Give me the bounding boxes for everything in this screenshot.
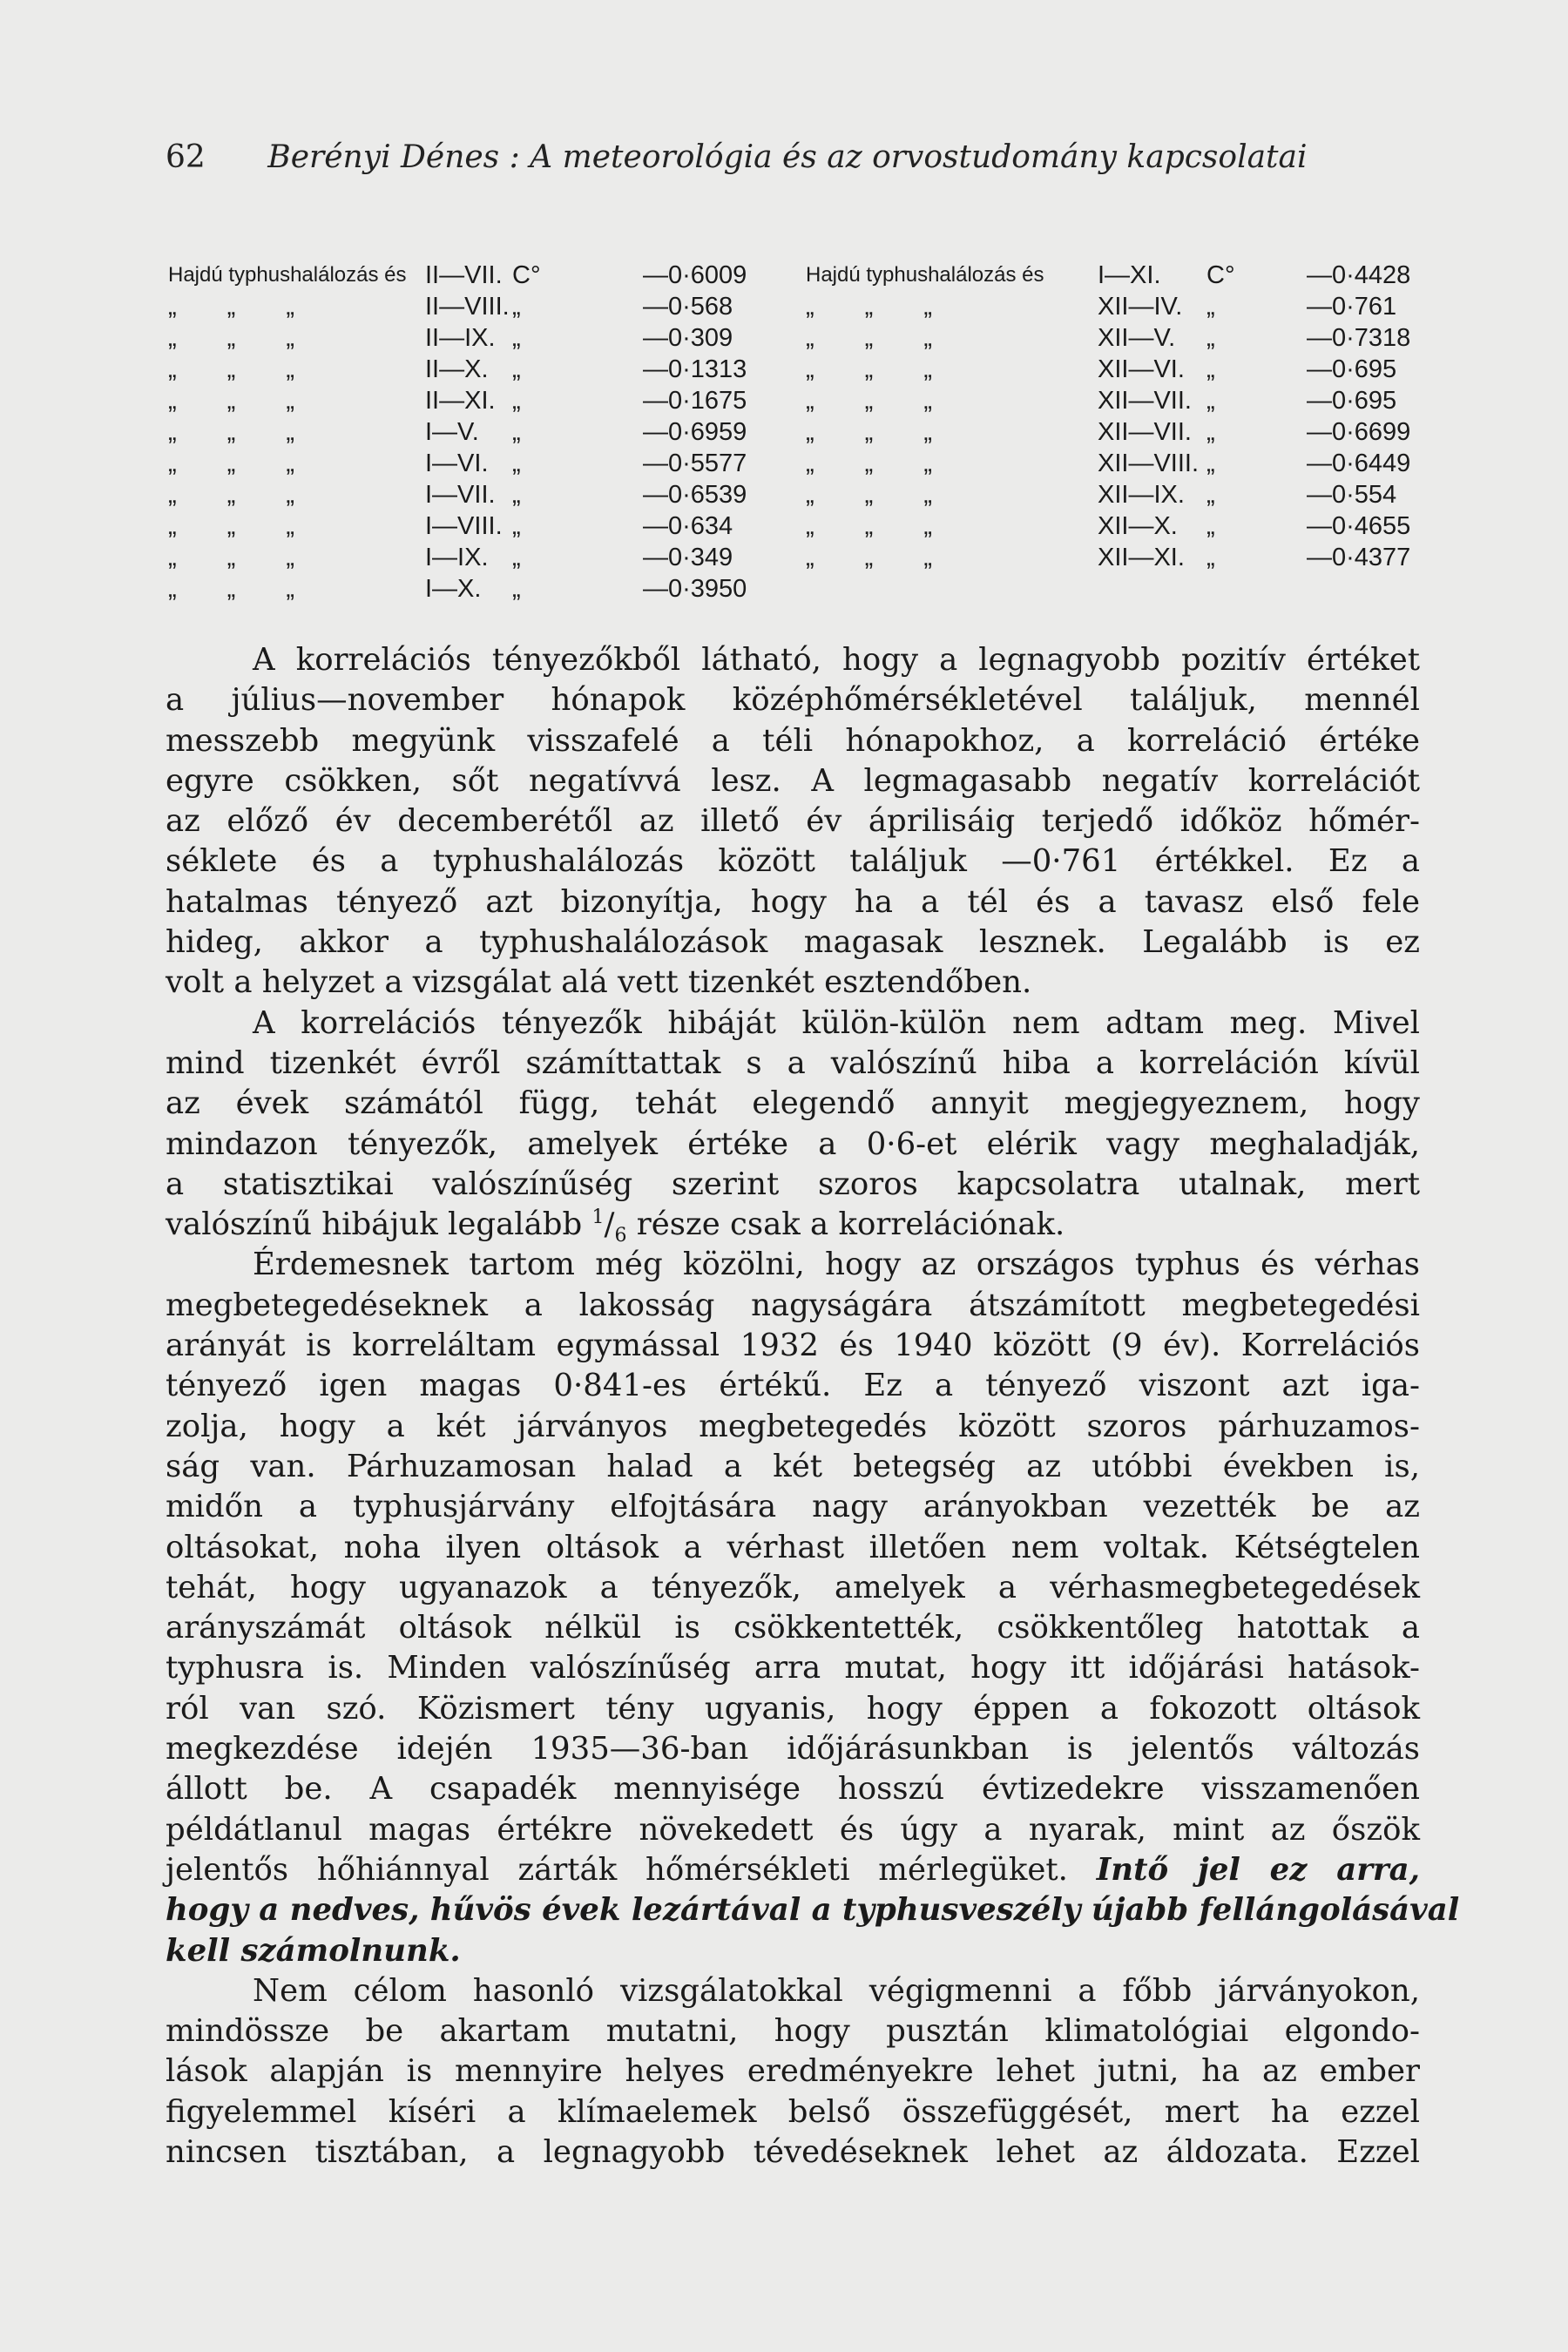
ditto-mark: „: [1206, 449, 1215, 477]
row-period: II—VII.: [425, 261, 503, 289]
table-row: [168, 510, 817, 542]
text-line-mixed: [166, 1850, 1420, 1890]
row-period: I—X.: [425, 575, 482, 603]
table-row: [806, 260, 1433, 291]
row-value: —0·1313: [643, 355, 747, 383]
row-period: I—XI.: [1098, 261, 1161, 289]
row-value: —0·1675: [643, 387, 747, 415]
ditto-mark: „: [512, 512, 521, 540]
row-value: —0·634: [643, 512, 733, 540]
row-period: XII—V.: [1098, 324, 1176, 352]
text-line: lások alapján is mennyire helyes eredményekre lehet jutni, ha az ember: [166, 2053, 1420, 2090]
text-line: a statisztikai valószínűség szerint szoros kapcsolatra utalnak, mert: [166, 1166, 1420, 1202]
row-period: XII—VII.: [1098, 418, 1192, 446]
row-value: —0·309: [643, 324, 733, 352]
ditto-mark: „ „ „: [168, 355, 294, 383]
row-label: Hajdú typhushalálozás és: [168, 263, 407, 287]
ditto-mark: „ „ „: [806, 481, 932, 509]
table-row: [806, 354, 1433, 385]
row-period: I—V.: [425, 418, 479, 446]
text-line: hatalmas tényező azt bizonyítja, hogy ha a tél és a tavasz első fele: [166, 883, 1420, 920]
ditto-mark: „: [1206, 418, 1215, 446]
ditto-mark: „ „ „: [806, 544, 932, 571]
table-row: [806, 510, 1433, 542]
row-period: XII—XI.: [1098, 544, 1185, 571]
body-text: [166, 640, 1460, 2173]
row-value: —0·7318: [1307, 324, 1411, 352]
row-value: —0·5577: [643, 449, 747, 477]
row-period: XII—VII.: [1098, 387, 1192, 415]
text-line: ról van szó. Közismert tény ugyanis, hogy éppen a fokozott oltások: [166, 1690, 1420, 1727]
row-value: —0·761: [1307, 293, 1397, 321]
ditto-mark: „ „ „: [806, 512, 932, 540]
ditto-mark: „ „ „: [168, 481, 294, 509]
ditto-mark: „: [1206, 387, 1215, 415]
ditto-mark: „ „ „: [168, 575, 294, 603]
ditto-mark: „: [512, 481, 521, 509]
text-line: tényező igen magas 0·841-es értékű. Ez a tényező viszont azt iga-: [166, 1368, 1420, 1404]
table-row: [806, 448, 1433, 479]
table-row: [168, 354, 817, 385]
ditto-mark: „: [512, 293, 521, 321]
row-period: II—IX.: [425, 324, 496, 352]
text-line: oltásokat, noha ilyen oltások a vérhast illetően nem voltak. Kétségtelen: [166, 1529, 1420, 1565]
text-line: nincsen tisztában, a legnagyobb tévedéseknek lehet az áldozata. Ezzel: [166, 2133, 1420, 2170]
row-period: I—IX.: [425, 544, 489, 571]
ditto-mark: „: [512, 324, 521, 352]
ditto-mark: „ „ „: [168, 418, 294, 446]
plain-part: jelentős hőhiánnyal zárták hőmérsékleti mérlegüket.: [166, 1851, 1068, 1888]
row-value: —0·568: [643, 293, 733, 321]
table-row: [806, 416, 1433, 448]
text-line: az évek számától függ, tehát elegendő annyit megjegyeznem, hogy: [166, 1085, 1420, 1122]
row-value: —0·6449: [1307, 449, 1411, 477]
text-line: mindazon tényezők, amelyek értéke a 0·6-et elérik vagy meghaladják,: [166, 1125, 1420, 1162]
ditto-mark: „: [1206, 544, 1215, 571]
ditto-mark: „ „ „: [806, 293, 932, 321]
text-line: séklete és a typhushalálozás között találjuk —0·761 értékkel. Ez a: [166, 843, 1420, 880]
ditto-mark: „ „ „: [806, 387, 932, 415]
ditto-mark: „: [512, 449, 521, 477]
row-value: —0·6539: [643, 481, 747, 509]
ditto-mark: „ „ „: [168, 293, 294, 321]
row-period: II—VIII.: [425, 293, 510, 321]
table-row: [806, 385, 1433, 416]
text-line: mindössze be akartam mutatni, hogy pusztán klimatológiai elgondo-: [166, 2013, 1420, 2050]
row-value: —0·554: [1307, 481, 1397, 509]
unit-label: C°: [1206, 261, 1235, 289]
ditto-mark: „ „ „: [168, 449, 294, 477]
row-value: —0·3950: [643, 575, 747, 603]
row-label: Hajdú typhushalálozás és: [806, 263, 1044, 287]
ditto-mark: „ „ „: [168, 387, 294, 415]
ditto-mark: „: [512, 387, 521, 415]
ditto-mark: „ „ „: [806, 418, 932, 446]
text-line: példátlanul magas értékre növekedett és úgy a nyarak, mint az őszök: [166, 1811, 1420, 1848]
row-value: —0·4377: [1307, 544, 1411, 571]
text-line: arányát is korreláltam egymással 1932 és 1940 között (9 év). Korrelációs: [166, 1328, 1420, 1364]
table-row: [168, 479, 817, 510]
text-line: Érdemesnek tartom még közölni, hogy az országos typhus és vérhas: [253, 1247, 1420, 1283]
running-title: Berényi Dénes : A meteorológia és az orvostudomány kapcsolatai: [267, 139, 1308, 175]
row-value: —0·4428: [1307, 261, 1411, 289]
text-line: Nem célom hasonló vizsgálatokkal végigmenni a főbb járványokon,: [253, 1972, 1420, 2009]
ditto-mark: „: [1206, 324, 1215, 352]
row-period: I—VI.: [425, 449, 489, 477]
text-line: a július—november hónapok középhőmérsékletével találjuk, mennél: [166, 682, 1420, 719]
text-line: typhusra is. Minden valószínűség arra mutat, hogy itt időjárási hatások-: [166, 1650, 1420, 1686]
row-period: I—VIII.: [425, 512, 503, 540]
table-row: [168, 322, 817, 354]
text-line: ság van. Párhuzamosan halad a két betegség az utóbbi években is,: [166, 1448, 1420, 1484]
text-line: zolja, hogy a két járványos megbetegedés között szoros párhuzamos-: [166, 1408, 1420, 1444]
ditto-mark: „: [1206, 355, 1215, 383]
ditto-mark: „ „ „: [168, 324, 294, 352]
text-line: arányszámát oltások nélkül is csökkentették, csökkentőleg hatottak a: [166, 1610, 1420, 1646]
text-line: egyre csökken, sőt negatívvá lesz. A legmagasabb negatív korrelációt: [166, 762, 1420, 799]
text-line: A korrelációs tényezők hibáját külön-külön nem adtam meg. Mivel: [253, 1004, 1420, 1041]
text-line: messzebb megyünk visszafelé a téli hónapokhoz, a korreláció értéke: [166, 722, 1420, 759]
text-line: megbetegedéseknek a lakosság nagyságára átszámított megbetegedési: [166, 1287, 1420, 1323]
text-line-emphasis: hogy a nedves, hűvös évek lezártával a typhusveszély újabb fellángolásával: [166, 1892, 1460, 1929]
ditto-mark: „: [512, 355, 521, 383]
text-line-emphasis: kell számolnunk.: [166, 1932, 461, 1969]
table-row: [806, 479, 1433, 510]
page-number: 62: [166, 139, 206, 175]
emphasis-part: Intő jel ez arra,: [1096, 1851, 1420, 1888]
text-line: hideg, akkor a typhushalálozások magasak lesznek. Legalább is ez: [166, 924, 1420, 961]
ditto-mark: „: [1206, 481, 1215, 509]
row-value: —0·695: [1307, 355, 1397, 383]
table-row: [168, 448, 817, 479]
text-line: volt a helyzet a vizsgálat alá vett tizenkét esztendőben.: [166, 964, 1032, 1001]
text-line: mind tizenkét évről számíttattak s a valószínű hiba a korreláción kívül: [166, 1044, 1420, 1081]
table-row: [806, 322, 1433, 354]
row-period: XII—IX.: [1098, 481, 1185, 509]
fraction-lead: valószínű hibájuk legalább: [166, 1206, 583, 1243]
ditto-mark: „ „ „: [806, 449, 932, 477]
table-row: [168, 260, 817, 291]
row-period: II—X.: [425, 355, 489, 383]
running-header: [166, 139, 1420, 175]
ditto-mark: „: [512, 418, 521, 446]
table-row: [168, 573, 817, 605]
ditto-mark: „ „ „: [806, 324, 932, 352]
table-row: [168, 542, 817, 573]
row-period: XII—IV.: [1098, 293, 1183, 321]
correlation-table-left: [168, 260, 817, 605]
table-row: [806, 291, 1433, 322]
text-line: midőn a typhusjárvány elfojtására nagy arányokban vezették be az: [166, 1489, 1420, 1525]
fraction-numerator: 1: [591, 1206, 605, 1229]
row-period: XII—X.: [1098, 512, 1178, 540]
row-period: I—VII.: [425, 481, 496, 509]
text-line: megkezdése idején 1935—36-ban időjárásunkban is jelentős változás: [166, 1731, 1420, 1767]
table-row: [168, 416, 817, 448]
ditto-mark: „ „ „: [168, 544, 294, 571]
row-period: II—XI.: [425, 387, 496, 415]
ditto-mark: „ „ „: [168, 512, 294, 540]
row-period: XII—VI.: [1098, 355, 1185, 383]
fraction-denominator: 6: [614, 1225, 627, 1247]
ditto-mark: „ „ „: [806, 355, 932, 383]
text-line: az előző év decemberétől az illető év áprilisáig terjedő időköz hőmér-: [166, 803, 1420, 840]
unit-label: C°: [512, 261, 541, 289]
row-value: —0·695: [1307, 387, 1397, 415]
text-line: állott be. A csapadék mennyisége hosszú évtizedekre visszamenően: [166, 1771, 1420, 1808]
ditto-mark: „: [1206, 293, 1215, 321]
fraction-tail: része csak a korrelációnak.: [636, 1206, 1065, 1243]
row-value: —0·349: [643, 544, 733, 571]
text-line: A korrelációs tényezőkből látható, hogy a legnagyobb pozitív értéket: [253, 642, 1420, 678]
row-period: XII—VIII.: [1098, 449, 1200, 477]
ditto-mark: „: [512, 544, 521, 571]
table-row: [168, 385, 817, 416]
ditto-mark: „: [1206, 512, 1215, 540]
text-line-fraction: valószínű hibájuk legalább $^1/_6$ része csak a korrelációnak.: [166, 1206, 1065, 1247]
row-value: —0·6959: [643, 418, 747, 446]
correlation-table-right: [806, 260, 1433, 573]
table-row: [168, 291, 817, 322]
table-row: [806, 542, 1433, 573]
row-value: —0·4655: [1307, 512, 1411, 540]
text-line: figyelemmel kíséri a klímaelemek belső összefüggését, mert ha ezzel: [166, 2093, 1420, 2130]
text-line: tehát, hogy ugyanazok a tényezők, amelyek a vérhasmegbetegedések: [166, 1569, 1420, 1605]
row-value: —0·6699: [1307, 418, 1411, 446]
row-value: —0·6009: [643, 261, 747, 289]
ditto-mark: „: [512, 575, 521, 603]
